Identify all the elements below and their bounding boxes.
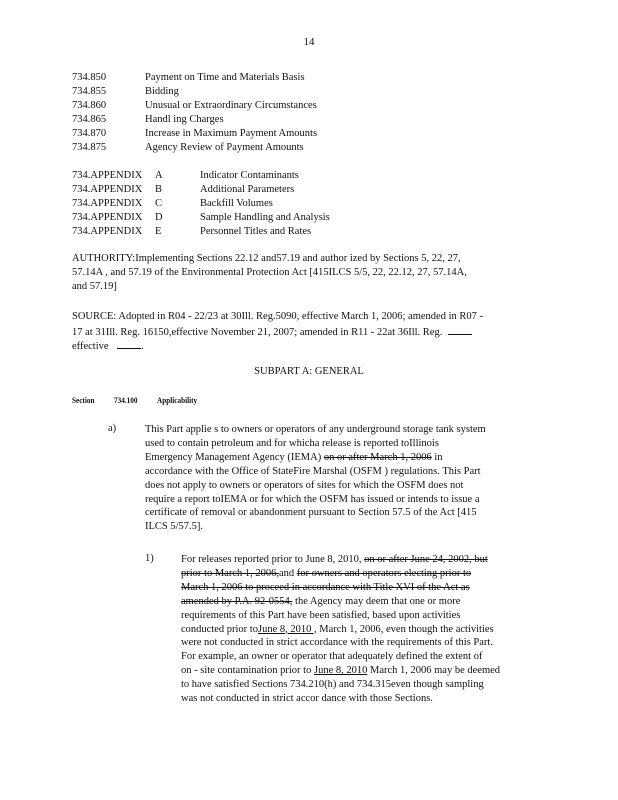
item-a-line — [145, 465, 486, 479]
toc-appendix-number: 734.APPENDIX — [72, 212, 143, 223]
item-1-text: For releases reported prior to June 8, 2010, — [181, 554, 365, 565]
item-1-line — [181, 581, 500, 595]
toc-section-number: 734.850 — [72, 72, 107, 83]
item-a-paragraph — [145, 423, 486, 534]
item-1-text: the Agency may deem that one or more — [292, 595, 461, 607]
item-1-line — [181, 567, 500, 581]
toc-appendix-title: Personnel Titles and Rates — [200, 226, 312, 237]
item-a-line — [145, 437, 486, 451]
section-title: Applicability — [157, 395, 198, 405]
item-1-line — [181, 553, 500, 567]
item-a-marker: a) — [108, 423, 117, 434]
toc-appendix-number: 734.APPENDIX — [72, 184, 143, 195]
toc-section-number: 734.860 — [72, 100, 107, 111]
item-a-text: certificate of removal or abandonment pursuant to Section 57.5 of the Act [415 — [145, 507, 477, 519]
item-a-text: ILCS 5/57.5]. — [145, 521, 204, 533]
toc-appendix-title: Backfill Volumes — [200, 198, 273, 209]
toc-appendix-letter: E — [155, 226, 162, 237]
item-a-text: in — [431, 451, 443, 463]
item-1-text: For example, an owner or operator that adequately defined the extent of — [181, 651, 483, 663]
toc-section-number: 734.865 — [72, 114, 107, 125]
toc-section-title: Agency Review of Payment Amounts — [145, 142, 304, 153]
toc-section-title: Payment on Time and Materials Basis — [145, 72, 305, 83]
item-1-deleted-text: prior to March 1, 2006, — [181, 567, 279, 579]
item-a-line — [145, 493, 486, 507]
item-1-deleted-text: on or after June 24, 2002, but — [364, 554, 488, 565]
source-line-3: effective . — [72, 341, 144, 352]
item-1-text: March 1, 2006, even though the activities — [316, 623, 494, 635]
item-1-text: to have satisfied Sections 734.210(h) and 734.315even though sampling — [181, 679, 484, 691]
item-1-line — [181, 664, 500, 678]
toc-appendix-number: 734.APPENDIX — [72, 198, 143, 209]
authority-line: AUTHORITY:Implementing Sections 22.12 and57.19 and author ized by Sections 5, 22, 27, — [72, 253, 461, 264]
toc-appendix-number: 734.APPENDIX — [72, 226, 143, 237]
item-1-text: requirements of this Part have been satisfied, based upon activities — [181, 609, 461, 621]
page-number: 14 — [303, 36, 315, 48]
item-1-text: were not conducted in strict accordance with the requirements of this Part. — [181, 637, 493, 649]
item-a-deleted-text: on or after March 1, 2006 — [323, 451, 432, 463]
item-a-line — [145, 451, 486, 465]
source-line-1: SOURCE: Adopted in R04 - 22/23 at 30Ill. Reg.5090, effective March 1, 2006; amended in R07 - — [72, 311, 483, 322]
item-a-text: used to contain petroleum and for whicha release is reported toIllinois — [145, 437, 439, 449]
subpart-heading: SUBPART A: GENERAL — [254, 366, 364, 377]
toc-appendix-letter: B — [155, 184, 163, 195]
item-a-line — [145, 423, 486, 437]
blank-line — [448, 325, 472, 335]
item-1-line — [181, 692, 500, 706]
item-1-text: and — [278, 567, 297, 579]
item-a-text: does not apply to owners or operators of sites for which the OSFM does not — [145, 479, 464, 491]
toc-section-number: 734.870 — [72, 128, 107, 139]
item-a-text: Emergency Management Agency (IEMA) — [145, 451, 324, 463]
toc-appendix-letter: A — [155, 170, 163, 181]
source-line-2-text: 17 at 31Ill. Reg. 16150,effective November 21, 2007; amended in R11 - 22at 36Ill. Reg. — [72, 327, 443, 338]
toc-section-title: Bidding — [145, 86, 179, 97]
toc-appendix-letter: D — [155, 212, 163, 223]
item-1-line — [181, 650, 500, 664]
item-1-inserted-text: June 8, 2010 , — [257, 623, 317, 635]
item-1-line — [181, 609, 500, 623]
item-1-text: on - site contamination prior to — [181, 665, 314, 677]
toc-section-number: 734.855 — [72, 86, 107, 97]
toc-appendix-letter: C — [155, 198, 163, 209]
authority-line: 57.14A , and 57.19 of the Environmental Protection Act [415ILCS 5/5, 22, 22.12, 27, 57.14A, — [72, 266, 467, 278]
item-1-line — [181, 623, 500, 637]
toc-section-title: Increase in Maximum Payment Amounts — [145, 128, 318, 139]
toc-section-number: 734.875 — [72, 142, 107, 153]
blank-line — [117, 339, 141, 349]
toc-appendix-title: Sample Handling and Analysis — [200, 212, 330, 223]
item-1-inserted-text: June 8, 2010 — [313, 665, 368, 677]
toc-section-title: Handl ing Charges — [145, 114, 224, 125]
item-1-line — [181, 595, 500, 609]
item-1-text: March 1, 2006 may be deemed — [367, 665, 501, 677]
item-a-text: This Part applie s to owners or operators of any underground storage tank system — [145, 424, 486, 435]
item-1-line — [181, 636, 500, 650]
item-1-line — [181, 678, 500, 692]
item-1-deleted-text: for owners and operators electing prior to — [296, 567, 472, 579]
authority-line: and 57.19] — [72, 280, 117, 292]
source-line-2 — [72, 325, 472, 338]
toc-appendix-number: 734.APPENDIX — [72, 170, 143, 181]
item-1-text: was not conducted in strict accor dance with those Sections. — [181, 693, 433, 705]
item-a-line — [145, 506, 486, 520]
section-number: 734.100 — [114, 395, 138, 405]
item-1-text: conducted prior to — [181, 623, 258, 635]
authority-note — [72, 252, 467, 294]
toc-section-title: Unusual or Extraordinary Circumstances — [145, 100, 317, 111]
item-a-text: require a report toIEMA or for which the OSFM has issued or intends to issue a — [145, 493, 480, 505]
item-1-marker: 1) — [145, 553, 154, 564]
item-a-line — [145, 520, 486, 534]
section-label: Section — [72, 395, 95, 405]
toc-appendix-title: Additional Parameters — [200, 184, 295, 195]
item-1-deleted-text: March 1, 2006 to proceed in accordance with Title XVI of the Act as — [181, 581, 470, 593]
item-1-paragraph — [181, 553, 500, 706]
item-a-line — [145, 479, 486, 493]
item-a-text: accordance with the Office of StateFire Marshal (OSFM ) regulations. This Part — [145, 465, 481, 477]
toc-appendix-title: Indicator Contaminants — [200, 170, 299, 181]
source-line-3-text: effective — [72, 341, 109, 352]
item-1-deleted-text: amended by P.A. 92-0554, — [181, 595, 293, 607]
